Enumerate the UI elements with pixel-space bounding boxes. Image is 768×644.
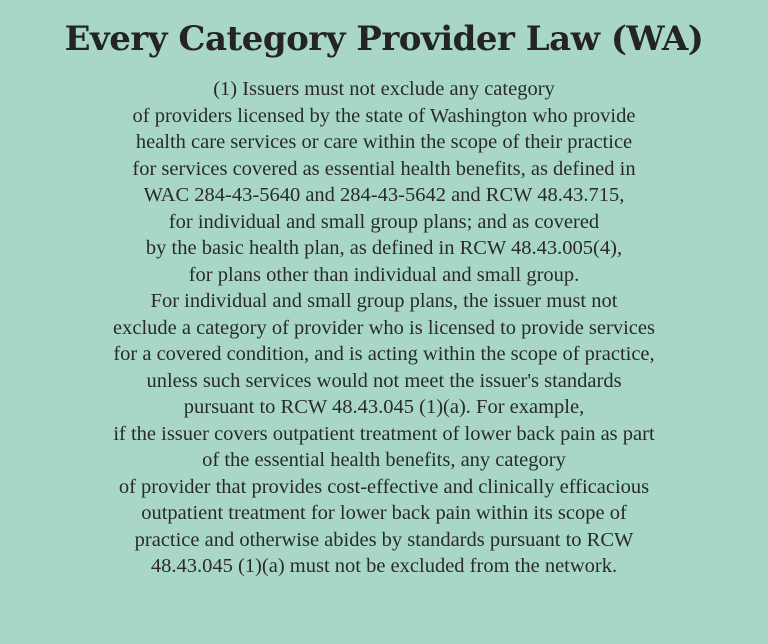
law-text-line: For individual and small group plans, the issuer must not [150, 290, 618, 312]
law-text-line: exclude a category of provider who is licensed to provide services [113, 316, 655, 339]
law-text-line: for plans other than individual and small group. [188, 263, 580, 286]
law-text-line: WAC 284-43-5640 and 284-43-5642 and RCW 48.43.715, [143, 184, 625, 206]
law-text-line: 48.43.045 (1)(a) must not be excluded from the network. [150, 555, 618, 577]
law-text-line: unless such services would not meet the issuer's standards [146, 369, 622, 392]
law-text-line: pursuant to RCW 48.43.045 (1)(a). For example, [183, 396, 585, 418]
law-text-line: of provider that provides cost-effective and clinically efficacious [118, 475, 650, 498]
law-text-line: (1) Issuers must not exclude any category [213, 78, 555, 100]
law-text-line: health care services or care within the scope of their practice [135, 131, 633, 153]
law-text-line: for individual and small group plans; and as covered [168, 210, 600, 233]
law-text-line: by the basic health plan, as defined in RCW 48.43.005(4), [145, 237, 623, 259]
law-text-line: of providers licensed by the state of Washington who provide [132, 104, 636, 127]
law-text-line: for a covered condition, and is acting within the scope of practice, [113, 343, 655, 365]
law-text [12, 76, 756, 580]
page-title: Every Category Provider Law (WA) [64, 19, 704, 59]
law-text-line: practice and otherwise abides by standards pursuant to RCW [134, 528, 634, 551]
law-text-line: outpatient treatment for lower back pain within its scope of [141, 502, 627, 524]
law-text-line: of the essential health benefits, any category [202, 449, 566, 471]
law-text-line: if the issuer covers outpatient treatment of lower back pain as part [113, 422, 655, 445]
law-text-line: for services covered as essential health benefits, as defined in [132, 157, 636, 180]
